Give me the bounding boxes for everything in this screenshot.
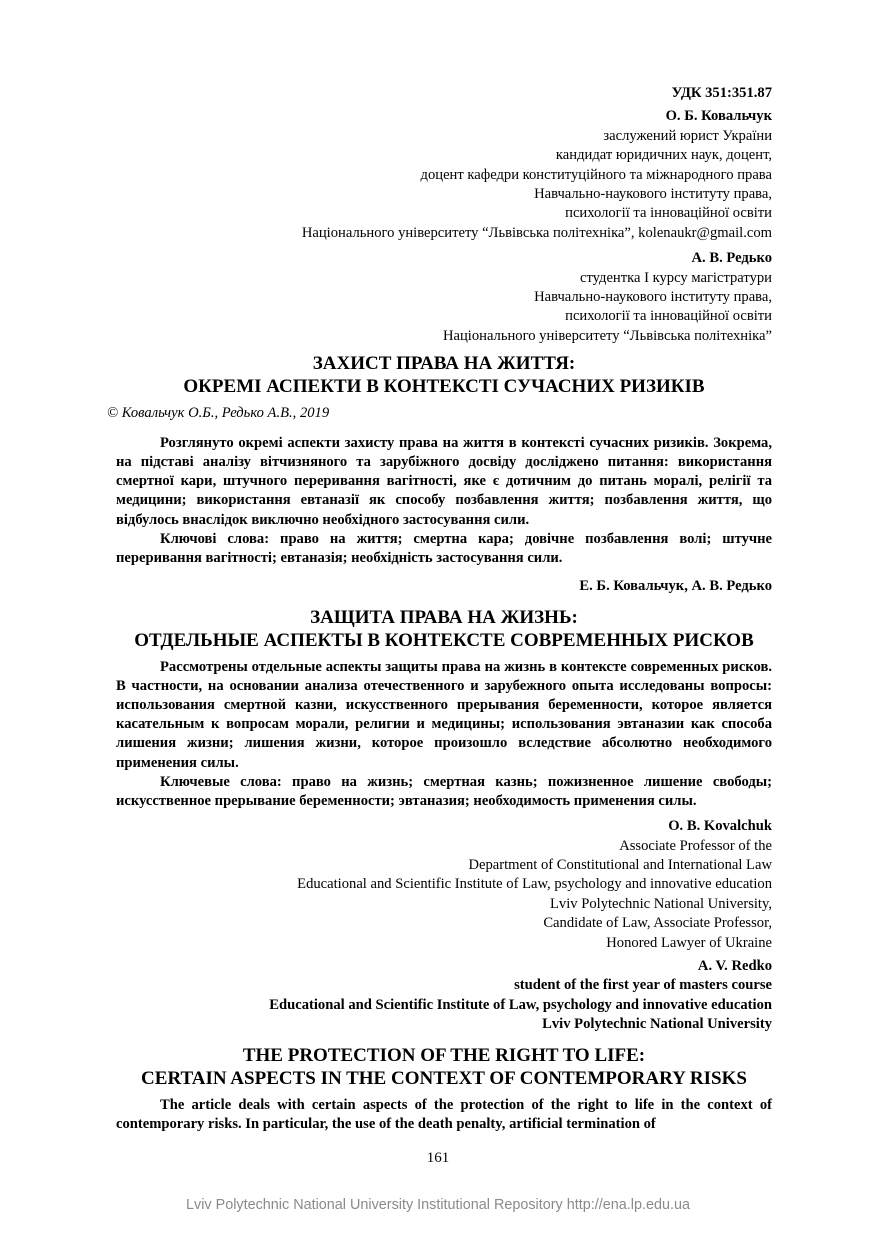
author-block-ua-2 — [116, 249, 772, 346]
author-affiliation-line: Educational and Scientific Institute of Law, psychology and innovative education — [269, 996, 772, 1013]
abstract-ru: Рассмотрены отдельные аспекты защиты права на жизнь в контексте современных рисков. В частности, на основании анализа отечественного и зарубежного опыта исследованы вопросы: использования смертной казни, искусственного прерывания беременности, которое является касательным к вопросам морали, религии и медицины; использования эвтаназии как способа лишения жизни; лишения жизни, которое произошло вследствие абсолютно необходимого применения силы. — [116, 658, 772, 771]
author-name: А. В. Редько — [691, 250, 772, 267]
title-ru — [116, 606, 772, 652]
author-affiliation-line: Department of Constitutional and International Law — [468, 856, 772, 873]
title-line: THE PROTECTION OF THE RIGHT TO LIFE: — [242, 1044, 646, 1066]
abstract-en: The article deals with certain aspects of the protection of the right to life in the context of contemporary risks. In particular, the use of the death penalty, artificial termination of — [116, 1096, 772, 1132]
authors-ru: Е. Б. Ковальчук, А. В. Редько — [579, 578, 772, 595]
author-affiliation-line: Навчально-наукового інституту права, — [534, 186, 772, 203]
author-block-en-2 — [116, 957, 772, 1035]
author-affiliation-line: Національного університету “Львівська політехніка” — [442, 327, 772, 344]
author-affiliation-line: психології та інноваційної освіти — [565, 308, 772, 325]
title-en — [116, 1044, 772, 1090]
repository-footer: Lviv Polytechnic National University Institutional Repository http://ena.lp.edu.ua — [186, 1197, 690, 1213]
author-affiliation-line: Honored Lawyer of Ukraine — [606, 934, 772, 951]
author-affiliation-line: студентка І курсу магістратури — [579, 269, 772, 286]
title-line: ЗАЩИТА ПРАВА НА ЖИЗНЬ: — [310, 606, 578, 628]
author-affiliation-line: заслужений юрист України — [603, 127, 772, 144]
author-affiliation-line: Lviv Polytechnic National University — [542, 1016, 772, 1033]
keywords-ua: Ключові слова: право на життя; смертна кара; довічне позбавлення волі; штучне переривання вагітності; евтаназія; необхідність застосування сили. — [116, 530, 772, 566]
author-affiliation-line: Associate Professor of the — [619, 837, 772, 854]
author-affiliation-line: психології та інноваційної освіти — [565, 205, 772, 222]
abstract-ua: Розглянуто окремі аспекти захисту права на життя в контексті сучасних ризиків. Зокрема, на підставі аналізу вітчизняного та зарубіжного досвіду досліджено питання: використання смертної кари, штучного переривання вагітності, яке є дотичним до питань моралі, релігії та медицини; використання евтаназії як способу позбавлення життя; позбавлення життя, що відбулось внаслідок виключно необхідного застосування сили. — [116, 434, 772, 528]
title-line: CERTAIN ASPECTS IN THE CONTEXT OF CONTEMPORARY RISKS — [141, 1067, 747, 1089]
copyright-notice: © Ковальчук О.Б., Редько А.В., 2019 — [107, 405, 330, 422]
author-affiliation-line: Educational and Scientific Institute of Law, psychology and innovative education — [297, 876, 772, 893]
author-affiliation-line: student of the first year of masters course — [514, 977, 772, 994]
author-affiliation-line: Lviv Polytechnic National University, — [550, 895, 772, 912]
title-line: ЗАХИСТ ПРАВА НА ЖИТТЯ: — [312, 353, 576, 375]
keywords-ru: Ключевые слова: право на жизнь; смертная казнь; пожизненное лишение свободы; искусственное прерывание беременности; эвтаназия; необходимость применения силы. — [116, 773, 772, 809]
title-line: ОКРЕМІ АСПЕКТИ В КОНТЕКСТІ СУЧАСНИХ РИЗИКІВ — [183, 376, 705, 398]
title-ua — [116, 352, 772, 398]
author-affiliation-line: Candidate of Law, Associate Professor, — [543, 915, 772, 932]
author-name: О. Б. Ковальчук — [665, 108, 772, 125]
title-line: ОТДЕЛЬНЫЕ АСПЕКТЫ В КОНТЕКСТЕ СОВРЕМЕННЫХ РИСКОВ — [134, 629, 754, 651]
article-content — [107, 84, 772, 1134]
author-block-ua-1 — [116, 107, 772, 243]
author-affiliation-line: Національного університету “Львівська політехніка”, kolenaukr@gmail.com — [301, 224, 772, 241]
page-number: 161 — [426, 1150, 450, 1166]
author-affiliation-line: доцент кафедри конституційного та міжнародного права — [420, 166, 772, 183]
udc-code: УДК 351:351.87 — [671, 85, 772, 101]
author-affiliation-line: Навчально-наукового інституту права, — [534, 289, 772, 306]
author-affiliation-line: кандидат юридичних наук, доцент, — [555, 147, 772, 164]
author-name: O. B. Kovalchuk — [668, 818, 772, 835]
author-name: A. V. Redko — [697, 957, 772, 974]
author-block-en-1 — [116, 817, 772, 953]
